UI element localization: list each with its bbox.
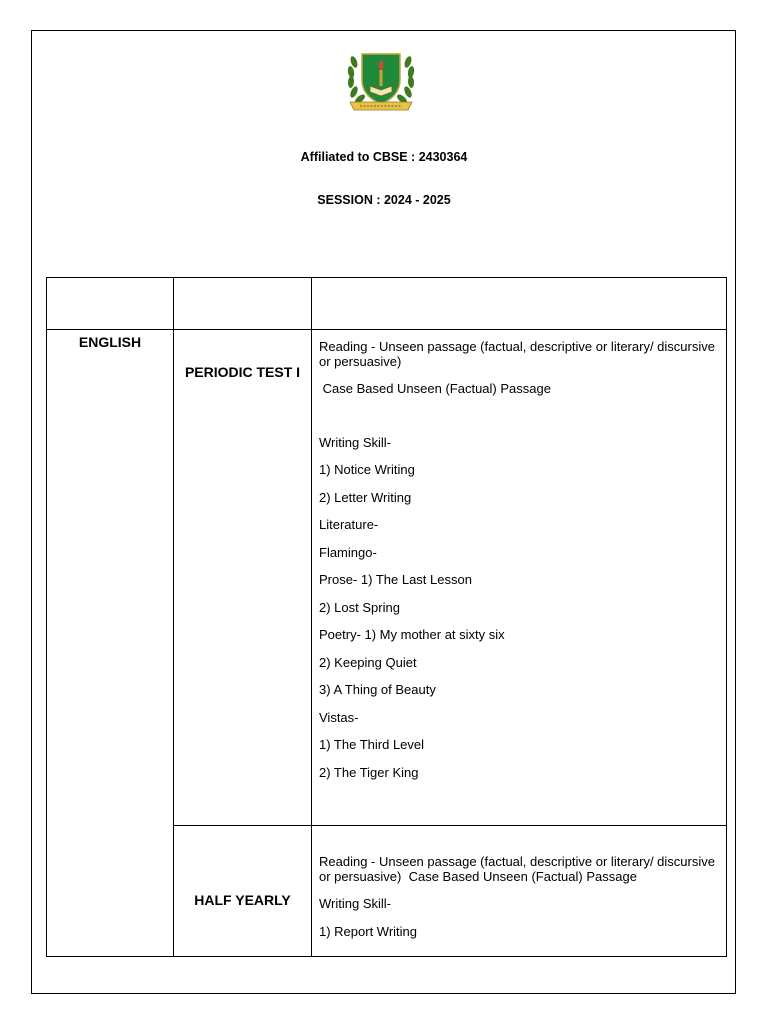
header-cell-subject — [47, 278, 174, 330]
school-crest-logo — [340, 48, 422, 114]
content-line: 2) The Tiger King — [319, 764, 419, 780]
crest-icon — [340, 48, 422, 114]
spacer — [319, 409, 720, 435]
term-cell-half-yearly: HALF YEARLY — [174, 826, 312, 957]
content-line: 1) Report Writing — [319, 923, 418, 939]
content-line: Prose- 1) The Last Lesson — [319, 572, 472, 587]
content-line: Reading - Unseen passage (factual, descriptive or literary/ discursive or persuasive) Case Based Unseen (Factual) Passage — [319, 854, 719, 884]
term-cell-periodic-test: PERIODIC TEST I — [174, 330, 312, 826]
header-cell-term — [174, 278, 312, 330]
content-line: Writing Skill- — [319, 434, 391, 450]
table-row — [47, 330, 727, 826]
content-line: 1) Notice Writing — [319, 462, 415, 477]
content-line: Vistas- — [319, 709, 359, 725]
content-line: Case Based Unseen (Factual) Passage — [319, 381, 551, 396]
content-cell-half-yearly — [312, 826, 727, 957]
content-line: 3) A Thing of Beauty — [319, 682, 436, 697]
subject-cell: ENGLISH — [47, 330, 174, 957]
table-header-row — [47, 278, 727, 330]
session-text: SESSION : 2024 - 2025 — [317, 193, 451, 207]
content-line: 2) Lost Spring — [319, 599, 400, 615]
content-line: Reading - Unseen passage (factual, descriptive or literary/ discursive or persuasive) — [319, 339, 715, 369]
content-cell-periodic-test — [312, 330, 727, 826]
content-line: Literature- — [319, 517, 379, 532]
content-line: Flamingo- — [319, 544, 377, 560]
content-line: Poetry- 1) My mother at sixty six — [319, 627, 505, 642]
syllabus-table — [46, 277, 727, 957]
affiliation-text: Affiliated to CBSE : 2430364 — [300, 150, 468, 164]
content-line: 1) The Third Level — [319, 737, 425, 752]
content-line: 2) Letter Writing — [319, 489, 412, 505]
header-cell-content — [312, 278, 727, 330]
content-line: Writing Skill- — [319, 896, 391, 911]
content-line: 2) Keeping Quiet — [319, 654, 417, 670]
